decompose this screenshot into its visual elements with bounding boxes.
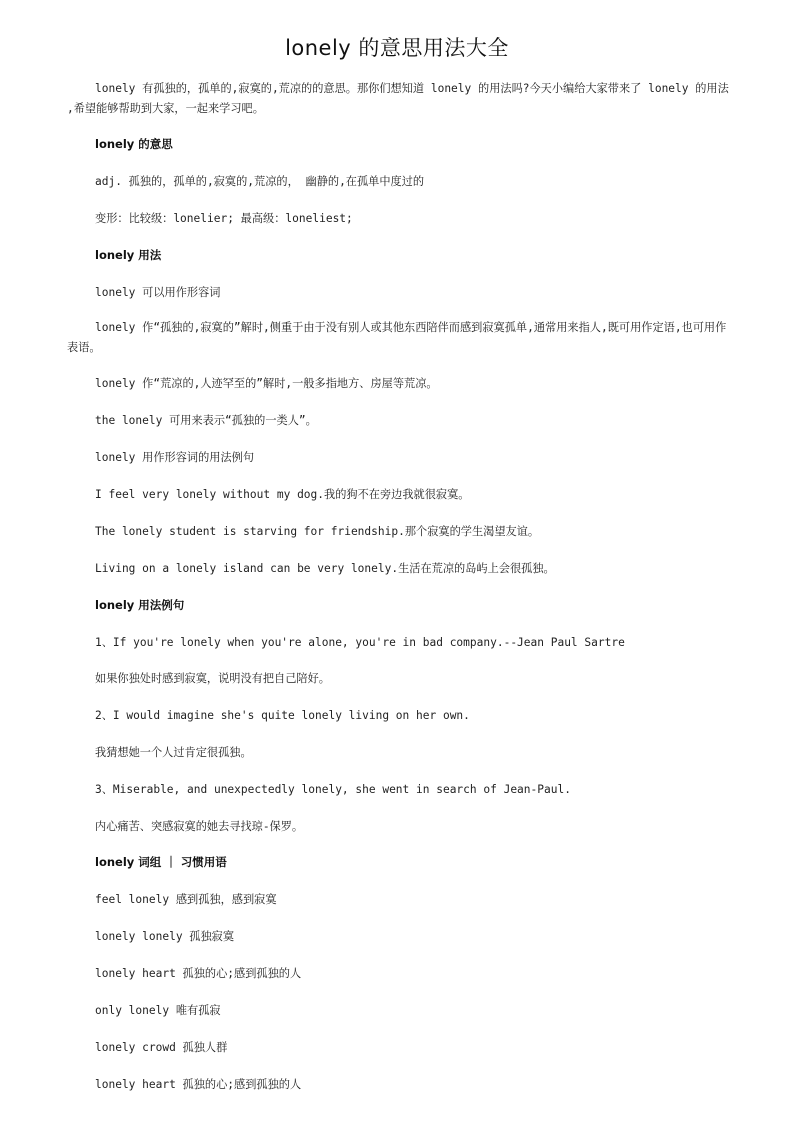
forms-line: 变形：比较级：lonelier; 最高级：loneliest; <box>95 212 353 225</box>
sentence-2-english: 2、I would imagine she's quite lonely living on her own. <box>95 709 470 722</box>
phrase-line-1: feel lonely 感到孤独，感到寂寞 <box>95 893 277 906</box>
phrase-line-6: lonely heart 孤独的心;感到孤独的人 <box>95 1078 302 1091</box>
sentence-3-chinese: 内心痛苦、突感寂寞的她去寻找琼-保罗。 <box>95 820 304 833</box>
sentence-1-chinese: 如果你独处时感到寂寞，说明没有把自己陪好。 <box>95 672 330 685</box>
usage-line-5: lonely 用作形容词的用法例句 <box>95 451 255 464</box>
phrase-line-4: only lonely 唯有孤寂 <box>95 1004 221 1017</box>
section-heading-phrases: lonely 词组 ｜ 习惯用语 <box>95 855 227 869</box>
phrase-line-3: lonely heart 孤独的心;感到孤独的人 <box>95 967 302 980</box>
example-line-1: I feel very lonely without my dog.我的狗不在旁边我就很寂寞。 <box>95 488 470 501</box>
sentence-2-chinese: 我猜想她一个人过肯定很孤独。 <box>95 746 252 759</box>
sentence-3-english: 3、Miserable, and unexpectedly lonely, she went in search of Jean-Paul. <box>95 783 571 796</box>
usage-paragraph-2: lonely 作“孤独的,寂寞的”解时,侧重于由于没有别人或其他东西陪伴而感到寂寞孤单,通常用来指人,既可用作定语,也可用作表语。 <box>67 321 727 354</box>
usage-line-1: lonely 可以用作形容词 <box>95 286 221 299</box>
example-line-3: Living on a lonely island can be very lonely.生活在荒凉的岛屿上会很孤独。 <box>95 562 555 575</box>
phrase-line-5: lonely crowd 孤独人群 <box>95 1041 228 1054</box>
intro-paragraph: lonely 有孤独的，孤单的,寂寞的,荒凉的的意思。那你们想知道 lonely 的用法吗?今天小编给大家带来了 lonely 的用法 ,希望能够帮助到大家，一起来学习吧。 <box>67 82 729 115</box>
usage-line-4: the lonely 可用来表示“孤独的一类人”。 <box>95 414 317 427</box>
definition-line: adj. 孤独的，孤单的,寂寞的,荒凉的， 幽静的,在孤单中度过的 <box>95 175 425 188</box>
section-heading-meaning: lonely 的意思 <box>95 137 173 151</box>
usage-line-3: lonely 作“荒凉的,人迹罕至的”解时,一般多指地方、房屋等荒凉。 <box>95 377 438 390</box>
phrase-line-2: lonely lonely 孤独寂寞 <box>95 930 235 943</box>
sentence-1-english: 1、If you're lonely when you're alone, you're in bad company.--Jean Paul Sartre <box>95 636 625 649</box>
page-title: lonely 的意思用法大全 <box>285 36 509 60</box>
section-heading-usage: lonely 用法 <box>95 248 162 262</box>
section-heading-examples: lonely 用法例句 <box>95 598 185 612</box>
example-line-2: The lonely student is starving for friendship.那个寂寞的学生渴望友谊。 <box>95 525 540 538</box>
